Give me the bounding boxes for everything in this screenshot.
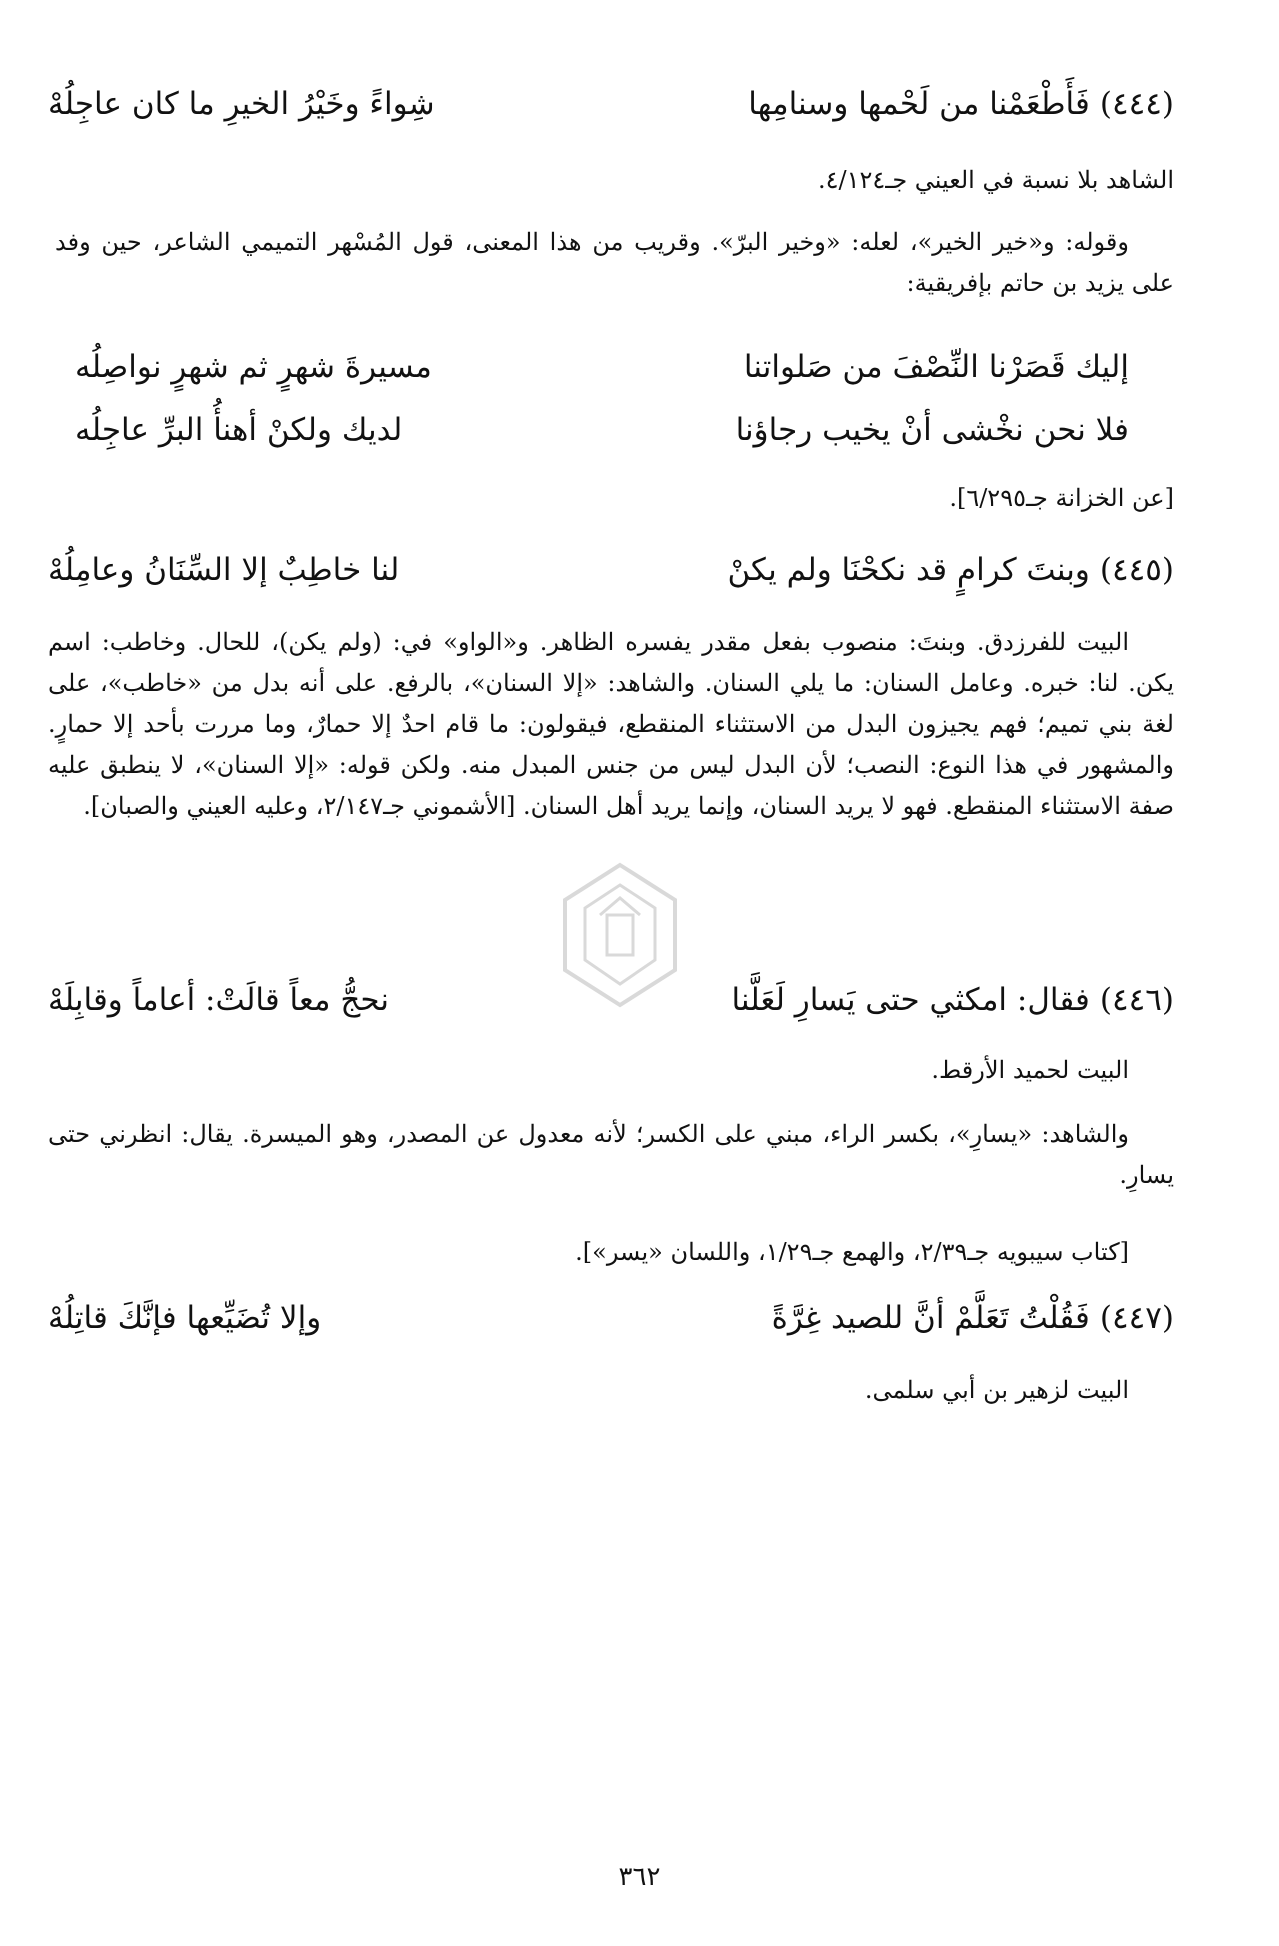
source-note-446: البيت لحميد الأرقط. xyxy=(931,1056,1129,1084)
verse-number: (٤٤٦) xyxy=(1099,982,1174,1018)
source-note-447: البيت لزهير بن أبي سلمى. xyxy=(864,1376,1129,1404)
source-note-444: الشاهد بلا نسبة في العيني جـ٤/١٢٤. xyxy=(818,166,1174,194)
verse-number: (٤٤٤) xyxy=(1099,86,1174,122)
verse-number: (٤٤٧) xyxy=(1099,1300,1174,1336)
commentary-444: وقوله: و«خير الخير»، لعله: «وخير البرّ». وقريب من هذا المعنى، قول المُسْهر التميمي الشاعر، حين وفد على يزيد بن حاتم بإفريقية: xyxy=(55,228,1174,297)
verse-first-hemistich: (٤٤٤)فَأَطْعَمْنا من لَحْمها وسنامِها xyxy=(748,86,1174,122)
quoted-verse-2-second: لديك ولكنْ أهنأُ البرِّ عاجِلُه xyxy=(75,412,403,448)
verse-number: (٤٤٥) xyxy=(1099,552,1174,588)
verse-444 xyxy=(48,82,1174,126)
library-watermark-seal xyxy=(555,860,685,1010)
source-ref-sibawayh: [كتاب سيبويه جـ٢/٣٩، والهمع جـ١/٢٩، واللسان «يسر»]. xyxy=(575,1238,1129,1266)
verse-second-hemistich: شِواءً وخَيْرُ الخيرِ ما كان عاجِلُهْ xyxy=(48,86,435,122)
commentary-445: البيت للفرزدق. وبنتَ: منصوب بفعل مقدر يفسره الظاهر. و«الواو» في: (ولم يكن)، للحال. وخاطب: اسم يكن. لنا: خبره. وعامل السنان: ما يلي السنان. والشاهد: «إلا السنان»، بالرفع. على أنه بدل من «خاطب»، على لغة بني تميم؛ فهم يجيزون البدل من الاستثناء المنقطع، فيقولون: ما قام احدٌ إلا حمارٌ، وما مررت بأحد إلا حمارٍ. والمشهور في هذا النوع: النصب؛ لأن البدل ليس من جنس المبدل منه. ولكن قوله: «إلا السنان»، لا ينطبق عليه صفة الاستثناء المنقطع. فهو لا يريد السنان، وإنما يريد أهل السنان. [الأشموني جـ٢/١٤٧، وعليه العيني والصبان]. xyxy=(48,628,1174,820)
verse-first-hemistich: (٤٤٦)فقال: امكثي حتى يَسارِ لَعَلَّنا xyxy=(731,982,1174,1018)
page-number: ٣٦٢ xyxy=(618,1862,661,1892)
quoted-verse-2-first: فلا نحن نخْشى أنْ يخيب رجاؤنا xyxy=(735,412,1129,448)
verse-second-hemistich: نحجُّ معاً قالَتْ: أعاماً وقابِلَهْ xyxy=(48,982,390,1018)
verse-second-hemistich: لنا خاطِبٌ إلا السِّنَانُ وعامِلُهْ xyxy=(48,552,400,588)
quoted-verse-1-first: إليك قَصَرْنا النِّصْفَ من صَلواتنا xyxy=(743,349,1129,385)
verse-445 xyxy=(48,548,1174,592)
commentary-446: والشاهد: «يسارِ»، بكسر الراء، مبني على الكسر؛ لأنه معدول عن المصدر، وهو الميسرة. يقال: انظرني حتى يسارِ. xyxy=(48,1120,1174,1189)
quoted-verse-1 xyxy=(55,345,1174,389)
quoted-verse-1-second: مسيرةَ شهرٍ ثم شهرٍ نواصِلُه xyxy=(75,349,432,385)
quoted-verse-2 xyxy=(55,408,1174,452)
verse-first-hemistich: (٤٤٧)فَقُلْتُ تَعَلَّمْ أنَّ للصيد غِرَّةً xyxy=(771,1300,1174,1336)
verse-first-hemistich: (٤٤٥)وبنتَ كرامٍ قد نكحْنَا ولم يكنْ xyxy=(727,552,1174,588)
source-ref-khizana: [عن الخزانة جـ٦/٢٩٥]. xyxy=(949,484,1174,512)
verse-second-hemistich: وإلا تُضَيِّعها فإنَّكَ قاتِلُهْ xyxy=(48,1300,322,1336)
verse-447 xyxy=(48,1296,1174,1340)
